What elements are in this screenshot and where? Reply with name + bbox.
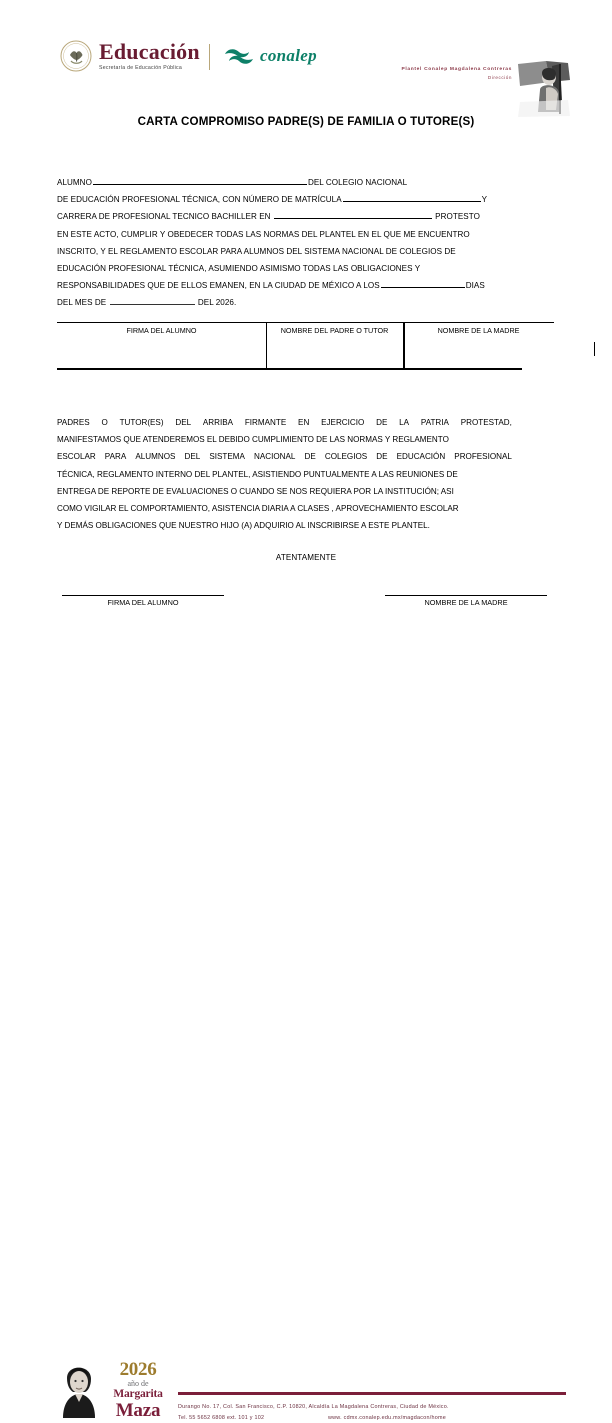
p1l6-w3: ASUMIENDO [208,264,257,273]
p2l3-w10: PROFESIONAL [454,448,512,465]
footer-tel-url-row [178,1413,566,1423]
p1l6-w2: TÉCNICA, [168,264,206,273]
p2l1-w0: PADRES [57,414,90,431]
woman-with-mexican-flag-image [516,60,572,118]
para1-line-4: EN ESTE ACTO, CUMPLIR Y OBEDECER TODAS LAS NORMAS DEL PLANTEL EN EL QUE ME ENCUENTRO [57,226,512,243]
p2l1-w11: PROTESTAD, [461,414,512,431]
p2l1-w8: DE [376,414,387,431]
conalep-wordmark: conalep [260,46,317,66]
para1-line-2 [57,191,512,208]
year-label: DEL 2026. [198,298,236,307]
margarita-maza-portrait-image [55,1358,103,1418]
p2l3-w2: ALUMNOS [135,448,175,465]
page-title: CARTA COMPROMISO PADRE(S) DE FAMILIA O TUTORE(S) [0,115,612,128]
maza-name-first: Margarita [105,1389,171,1401]
para1-line1-tail: DEL COLEGIO NACIONAL [308,178,407,187]
footer-telephone: Tel. 55 5652 6808 ext. 101 y 102 [178,1413,328,1423]
p2l3-w7: COLEGIOS [325,448,367,465]
para2-line-6: COMO VIGILAR EL COMPORTAMIENTO, ASISTENCIA DIARIA A CLASES , APROVECHAMIENTO ESCOLAR [57,500,512,517]
p2l3-w9: EDUCACIÓN [397,448,446,465]
plantel-info-block [330,66,512,80]
header-divider [209,44,210,70]
p2l1-w7: EJERCICIO [321,414,364,431]
footer-contact-block [178,1402,566,1423]
table-header-nombre-padre: NOMBRE DEL PADRE O TUTOR [266,326,403,336]
p1l6-w7: OBLIGACIONES [351,264,413,273]
p2l3-w5: NACIONAL [254,448,295,465]
para2-line-5: ENTREGA DE REPORTE DE EVALUACIONES O CUANDO SE NOS REQUIERA POR LA INSTITUCIÓN; ASI [57,483,512,500]
table-header-firma-alumno: FIRMA DEL ALUMNO [57,326,266,336]
p1l6-w6: LAS [333,264,348,273]
margarita-maza-logo-text [105,1360,171,1420]
document-footer [0,676,612,766]
p2l3-w4: SISTEMA [209,448,245,465]
p2l1-w1: O [102,414,108,431]
signature-table [57,322,554,368]
atentamente-label: ATENTAMENTE [0,553,612,562]
para1-line-7 [57,277,512,294]
p1l6-w8: Y [415,264,420,273]
footer-rule [178,1392,566,1395]
p1l6-w1: PROFESIONAL [108,264,166,273]
p2l1-w3: DEL [175,414,191,431]
dias-label: DIAS [466,281,485,290]
para2-line-3 [57,448,512,465]
table-bottom-border [57,368,522,370]
alumno-name-blank[interactable] [93,175,307,185]
p1l6-w0: EDUCACIÓN [57,264,106,273]
sep-subtitle: Secretaría de Educación Pública [99,66,200,71]
p2l3-w3: DEL [185,448,201,465]
p2l1-w10: PATRIA [421,414,449,431]
p2l3-w6: DE [305,448,316,465]
para1-line2-tail: Y [482,195,487,204]
footer-address: Durango No. 17, Col. San Francisco, C.P. 10820, Alcaldía La Magdalena Contreras, Ciudad de México. [178,1402,566,1413]
footer-website-url[interactable]: www. cdmx.conalep.edu.mx/magdacon/home [328,1413,446,1423]
para1-line-8 [57,294,512,311]
sep-text-block [99,41,200,71]
p1l6-w5: TODAS [303,264,331,273]
document-header [0,30,612,100]
para1-line-1 [57,174,512,191]
signature-rule-alumno [62,595,224,596]
mes-blank[interactable] [110,295,195,305]
carrera-blank[interactable] [274,209,432,219]
sep-logo-block [60,40,200,72]
mes-label: DEL MES DE [57,298,106,307]
p2l3-w8: DE [376,448,387,465]
alumno-label: ALUMNO [57,178,92,187]
para1-line-3 [57,208,512,225]
p2l1-w6: EN [298,414,309,431]
para1-line-5: INSCRITO, Y EL REGLAMENTO ESCOLAR PARA ALUMNOS DEL SISTEMA NACIONAL DE COLEGIOS DE [57,243,512,260]
conalep-logo-block [224,46,317,66]
p2l1-w4: ARRIBA [203,414,233,431]
bottom-signature-madre-label: NOMBRE DE LA MADRE [385,598,547,607]
p2l1-w2: TUTOR(ES) [120,414,164,431]
p2l3-w0: ESCOLAR [57,448,96,465]
commitment-paragraph-1 [57,174,512,312]
dias-blank[interactable] [381,278,465,288]
plantel-name: Plantel Conalep Magdalena Contreras [330,66,512,73]
para2-line-1 [57,414,512,431]
sep-title: Educación [99,41,200,63]
para1-line3-tail: PROTESTO [435,212,480,221]
matricula-label: DE EDUCACIÓN PROFESIONAL TÉCNICA, CON NÚMERO DE MATRÍCULA [57,195,342,204]
p2l1-w9: LA [399,414,409,431]
ciudad-fecha-label: RESPONSABILIDADES QUE DE ELLOS EMANEN, EN LA CIUDAD DE MÉXICO A LOS [57,281,380,290]
p1l6-w4: ASIMISMO [260,264,301,273]
signature-rule-madre [385,595,547,596]
bottom-signature-alumno-label: FIRMA DEL ALUMNO [62,598,224,607]
bottom-signature-alumno [62,595,224,607]
matricula-blank[interactable] [343,192,481,202]
para2-line-7: Y DEMÁS OBLIGACIONES QUE NUESTRO HIJO (A) ADQUIRIO AL INSCRIBIRSE A ESTE PLANTEL. [57,517,512,534]
mexico-eagle-seal-icon [60,40,92,72]
para2-line-2: MANIFESTAMOS QUE ATENDEREMOS EL DEBIDO CUMPLIMIENTO DE LAS NORMAS Y REGLAMENTO [57,431,512,448]
p2l1-w5: FIRMANTE [245,414,286,431]
bottom-signature-madre [385,595,547,607]
commitment-paragraph-2 [57,414,512,534]
para1-line-6 [57,260,512,277]
maza-name-last: Maza [105,1401,171,1420]
table-right-stub-mark [594,342,595,356]
maza-ano-de: año de [105,1380,171,1388]
table-header-nombre-madre: NOMBRE DE LA MADRE [403,326,554,336]
table-top-border [57,322,554,323]
para2-line-4: TÉCNICA, REGLAMENTO INTERNO DEL PLANTEL, ASISTIENDO PUNTUALMENTE A LAS REUNIONES DE [57,466,512,483]
plantel-department: Dirección [330,75,512,80]
maza-year: 2026 [105,1360,171,1379]
carrera-label: CARRERA DE PROFESIONAL TECNICO BACHILLER EN [57,212,271,221]
conalep-swoosh-icon [224,47,254,66]
p2l3-w1: PARA [105,448,126,465]
